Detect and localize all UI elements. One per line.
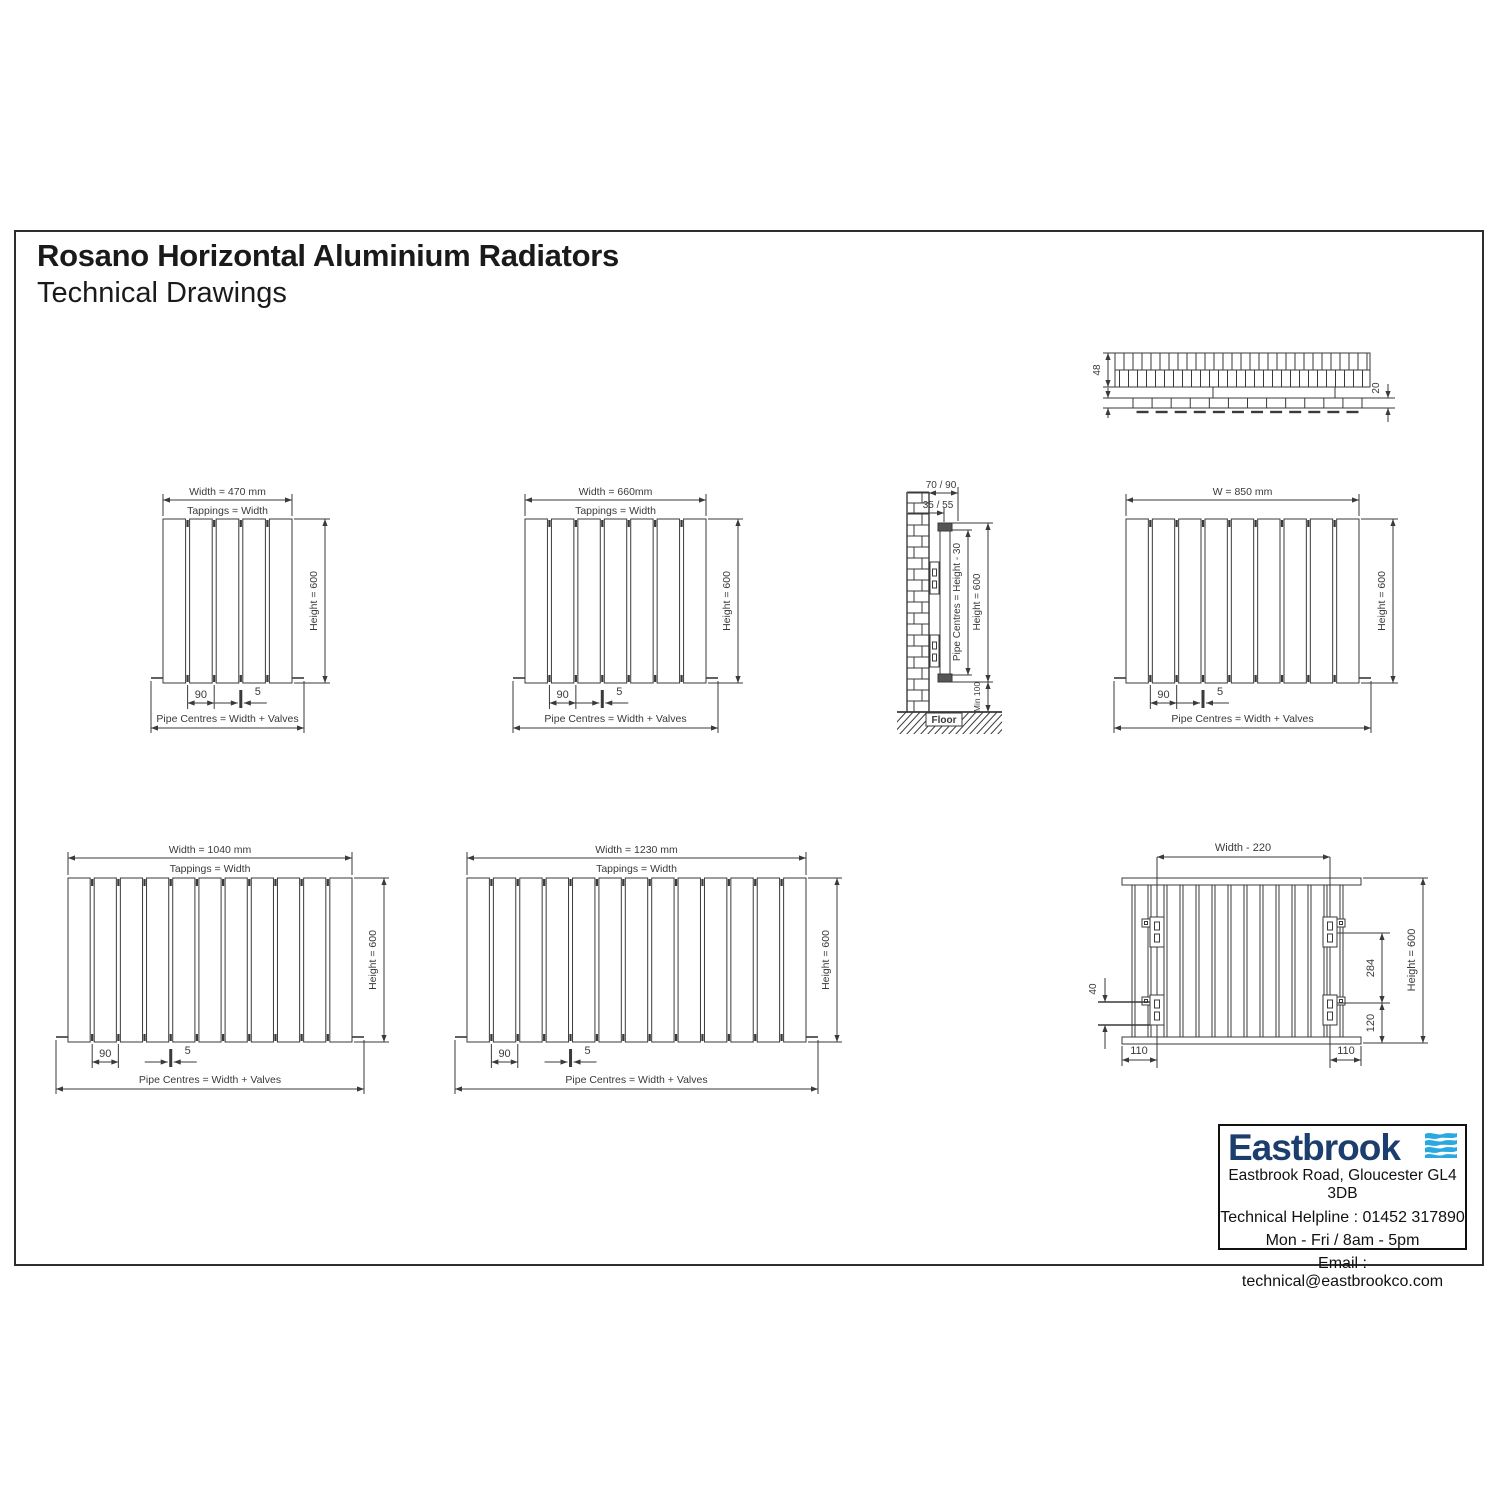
contact-email: Email : technical@eastbrookco.com [1241,1255,1444,1290]
gap-dim-label: 5 [184,1045,191,1057]
tappings-dim-label: Tappings = Width [169,863,251,875]
radiator-1040-front-drawing [56,844,389,1094]
eastbrook-wave-icon [1424,1131,1458,1158]
height-dim-label: Height = 600 [721,571,733,631]
overall-depth-label: 48 [1092,364,1103,376]
pitch-dim-label: 90 [99,1048,112,1060]
tappings-dim-label: Tappings = Width [575,505,656,517]
tappings-dim-label: Tappings = Width [596,863,677,875]
radiator-660-front-drawing [513,486,743,733]
rear-view-drawing [1088,842,1428,1068]
pitch-dim-label: 90 [1157,689,1170,701]
height-dim-label: Height = 600 [972,573,983,631]
width-dim-label: W = 850 mm [1212,486,1273,498]
pipe-centres-dim-label: Pipe Centres = Width + Valves [138,1074,282,1086]
bracket-span-label: Width - 220 [1214,842,1272,854]
gap-dim-label: 5 [1216,686,1224,698]
bracket-spacing-label: 284 [1365,958,1377,978]
contact-hours: Mon - Fri / 8am - 5pm [1265,1232,1420,1249]
height-dim-label: Height = 600 [367,930,379,990]
lower-bracket-label: 120 [1365,1013,1377,1033]
contact-helpline: Technical Helpline : 01452 317890 [1220,1209,1465,1226]
contact-box [1218,1124,1467,1290]
wall-to-front-label: 70 / 90 [925,480,957,491]
pipe-centres-height-label: Pipe Centres = Height - 30 [952,542,963,662]
side-view-drawing [884,480,1034,736]
pitch-dim-label: 90 [556,689,569,701]
wall-to-rear-label: 35 / 55 [922,500,954,511]
pipe-centres-dim-label: Pipe Centres = Width + Valves [156,713,299,725]
eastbrook-logo-text: Eastbrook [1228,1127,1400,1168]
top-view-drawing [1092,353,1395,422]
min-clearance-label: Min 100 [972,681,982,713]
floor-label: Floor [931,715,957,726]
width-dim-label: Width = 470 mm [189,486,266,498]
height-dim-label: Height = 600 [308,571,320,631]
gap-dim-label: 5 [584,1045,591,1057]
page-title: Rosano Horizontal Aluminium Radiators [37,238,619,273]
radiator-1230-front-drawing [455,844,842,1094]
pipe-centres-dim-label: Pipe Centres = Width + Valves [544,713,687,725]
pitch-dim-label: 90 [498,1048,511,1060]
gap-dim-label: 5 [254,686,261,698]
height-dim-label: Height = 600 [1406,928,1418,992]
radiator-850-front-drawing [1114,486,1398,733]
edge-offset-right-label: 110 [1337,1045,1355,1057]
contact-address: Eastbrook Road, Gloucester GL4 3DB [1228,1167,1457,1202]
tappings-dim-label: Tappings = Width [187,505,268,517]
height-dim-label: Height = 600 [1376,571,1388,631]
panel-depth-label: 20 [1371,382,1382,394]
width-dim-label: Width = 1040 mm [168,844,252,856]
height-dim-label: Height = 600 [820,930,832,990]
width-dim-label: Width = 1230 mm [595,844,678,856]
gap-dim-label: 5 [616,686,623,698]
pitch-dim-label: 90 [194,689,208,701]
pipe-centres-dim-label: Pipe Centres = Width + Valves [1171,713,1314,725]
radiator-470-front-drawing [151,486,330,733]
page-subtitle: Technical Drawings [37,277,287,309]
bracket-slot-label: 40 [1088,983,1099,995]
edge-offset-left-label: 110 [1130,1045,1148,1057]
pipe-centres-dim-label: Pipe Centres = Width + Valves [565,1074,708,1086]
brand-row [1220,1126,1465,1166]
width-dim-label: Width = 660mm [578,486,653,498]
